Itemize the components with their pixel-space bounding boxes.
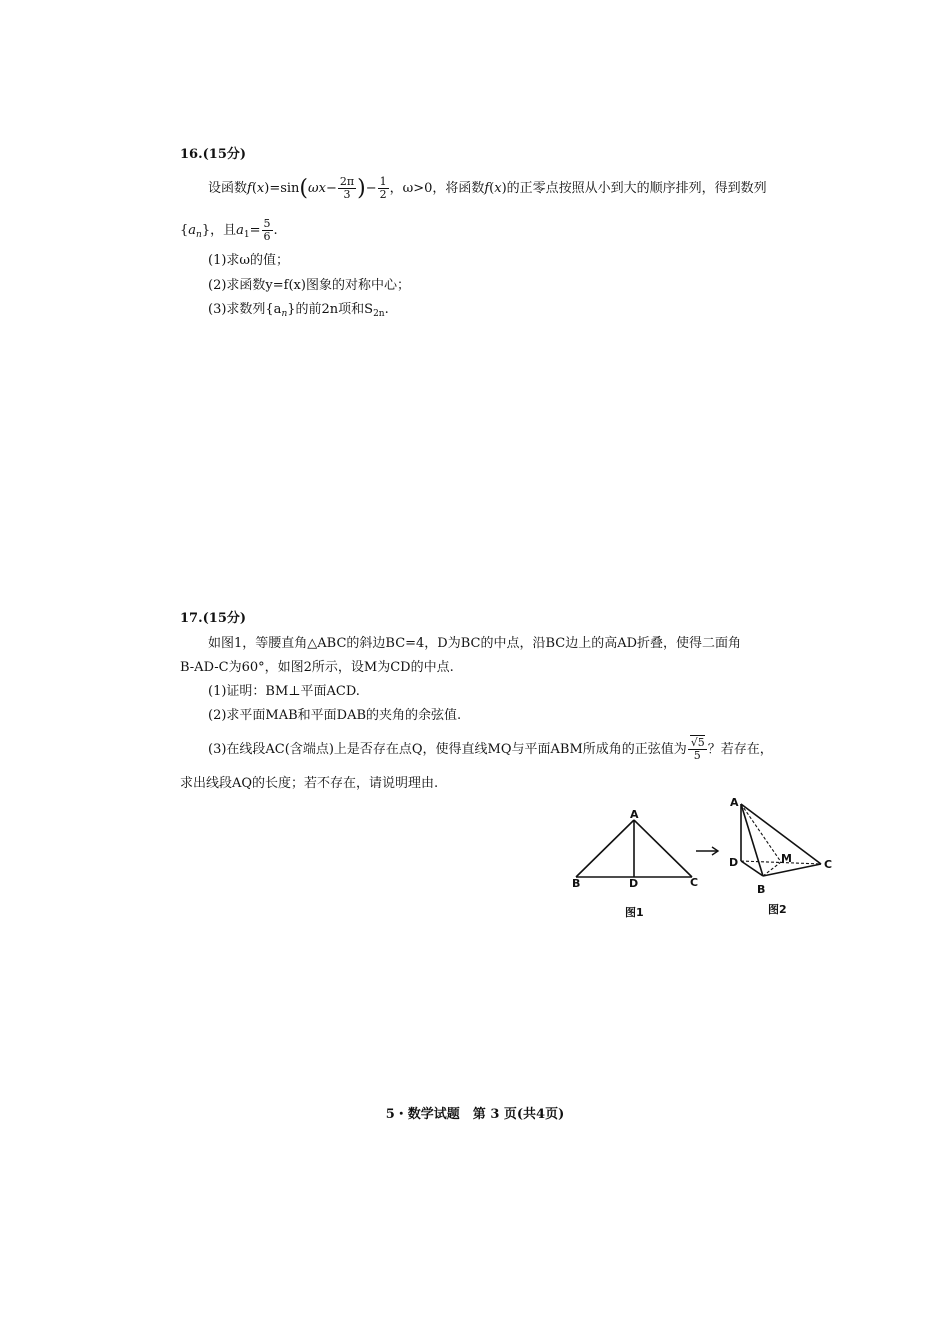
- fig2-label-b: B: [757, 883, 766, 896]
- q16-part3-sub: 2n: [373, 309, 385, 319]
- page-footer: 5・数学试题 第 3 页(共4页): [385, 1107, 565, 1122]
- arrow-icon: [696, 847, 718, 855]
- q17-header: 17.(15分): [180, 611, 247, 626]
- figure-2: [720, 790, 850, 900]
- fig1-caption: 图1: [625, 906, 644, 919]
- q16-intro: 设函数f(x)=sin(ωx− $\frac{2\pi}{3}$ )− $\frac{1}{2}$ ，ω>0，将函数f(x)的正零点按照从小到大的顺序排列，得到数列: [208, 175, 767, 201]
- fig1-label-d: D: [629, 877, 639, 890]
- q16-part3-end: .: [384, 302, 389, 317]
- q17-part3-b: ？若存在，: [707, 742, 773, 757]
- q17-part1: (1)证明：BM⊥平面ACD.: [208, 684, 360, 699]
- fig2-label-c: C: [824, 858, 833, 871]
- q16-header: 16.(15分): [180, 147, 247, 162]
- q16-part2: (2)求函数y=f(x)图象的对称中心；: [208, 278, 410, 293]
- fig1-edge-ac: [634, 820, 692, 877]
- q16-seq-a: ，且: [210, 223, 237, 238]
- fig1-label-b: B: [572, 877, 581, 890]
- q16-intro-c: 的正零点按照从小到大的顺序排列，得到数列: [506, 181, 767, 196]
- q17-part2: (2)求平面MAB和平面DAB的夹角的余弦值.: [208, 708, 462, 723]
- q16-intro-a: 设函数: [208, 181, 248, 196]
- fig2-label-a: A: [730, 796, 739, 809]
- fig1-label-c: C: [690, 876, 699, 889]
- q16-part3: (3)求数列$\{a_n\}$的前2n项和$S_{2n}$.: [208, 302, 389, 319]
- q16-part3-b: }的前2n项和S: [287, 302, 374, 317]
- fig2-edge-am-hidden: [741, 804, 781, 862]
- q16-sequence: $\{a_n\}$，且$a_1=$ $\frac{5}{6}$ .: [180, 217, 278, 243]
- fig2-label-m: M: [781, 852, 792, 865]
- q17-part3-a: (3)在线段AC(含端点)上是否存在点Q，使得直线MQ与平面ABM所成角的正弦值为: [208, 742, 687, 757]
- q17-line2: B-AD-C为60°，如图2所示，设M为CD的中点.: [180, 660, 454, 675]
- fig2-label-d: D: [729, 856, 739, 869]
- fig2-edge-bc: [763, 864, 821, 876]
- q16-part1: (1)求ω的值；: [208, 253, 290, 268]
- q17-part3-cont: 求出线段AQ的长度；若不存在，请说明理由.: [180, 776, 439, 791]
- q17-line1: 如图1，等腰直角△ABC的斜边BC=4，D为BC的中点，沿BC边上的高AD折叠，使得二面角: [208, 636, 742, 651]
- q16-part3-a: (3)求数列{a: [208, 302, 282, 317]
- fig1-edge-ab: [576, 820, 634, 877]
- fig2-edge-ab: [741, 804, 763, 876]
- fig2-caption: 图2: [768, 903, 787, 916]
- q17-part3: (3)在线段AC(含端点)上是否存在点Q，使得直线MQ与平面ABM所成角的正弦值为 $\frac{√5}{5}$ ？若存在，: [208, 736, 773, 762]
- q16-intro-b: ，ω>0，将函数: [389, 181, 485, 196]
- fig1-label-a: A: [630, 808, 639, 821]
